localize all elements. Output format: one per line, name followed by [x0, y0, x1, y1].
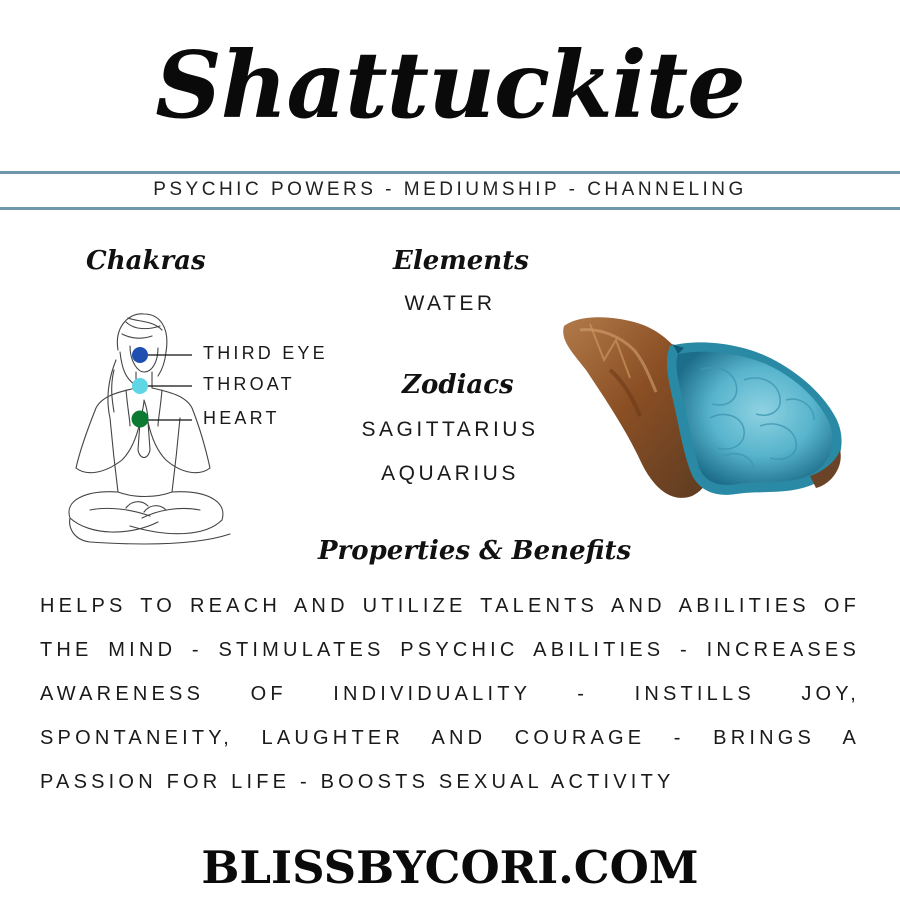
page-title: Shattuckite	[155, 31, 745, 139]
chakra-label-heart: HEART	[203, 408, 280, 428]
bottom-divider	[0, 207, 900, 210]
shattuckite-crystal-image	[560, 300, 850, 510]
website-footer: BLISSBYCORI.COM	[201, 841, 699, 894]
zodiac-item: AQUARIUS	[381, 462, 519, 485]
tagline: PSYCHIC POWERS - MEDIUMSHIP - CHANNELING	[153, 179, 747, 200]
zodiacs-heading: Zodiacs	[402, 370, 514, 400]
elements-heading: Elements	[393, 246, 529, 276]
zodiac-item: SAGITTARIUS	[361, 418, 539, 441]
chakra-label-throat: THROAT	[203, 374, 295, 394]
chakras-heading: Chakras	[86, 246, 206, 276]
element-value: WATER	[404, 292, 496, 315]
properties-text: HELPS TO REACH AND UTILIZE TALENTS AND ABILITIES OF THE MIND - STIMULATES PSYCHIC ABILITIES - INCREASES AWARENESS OF INDIVIDUALITY - INSTILLS JOY, SPONTANEITY, LAUGHTER AND COURAGE - BRINGS A PASSION FOR LIFE - BOOSTS SEXUAL ACTIVITY	[40, 595, 860, 793]
chakra-label-third-eye: THIRD EYE	[203, 343, 328, 363]
properties-heading: Properties & Benefits	[318, 536, 632, 566]
